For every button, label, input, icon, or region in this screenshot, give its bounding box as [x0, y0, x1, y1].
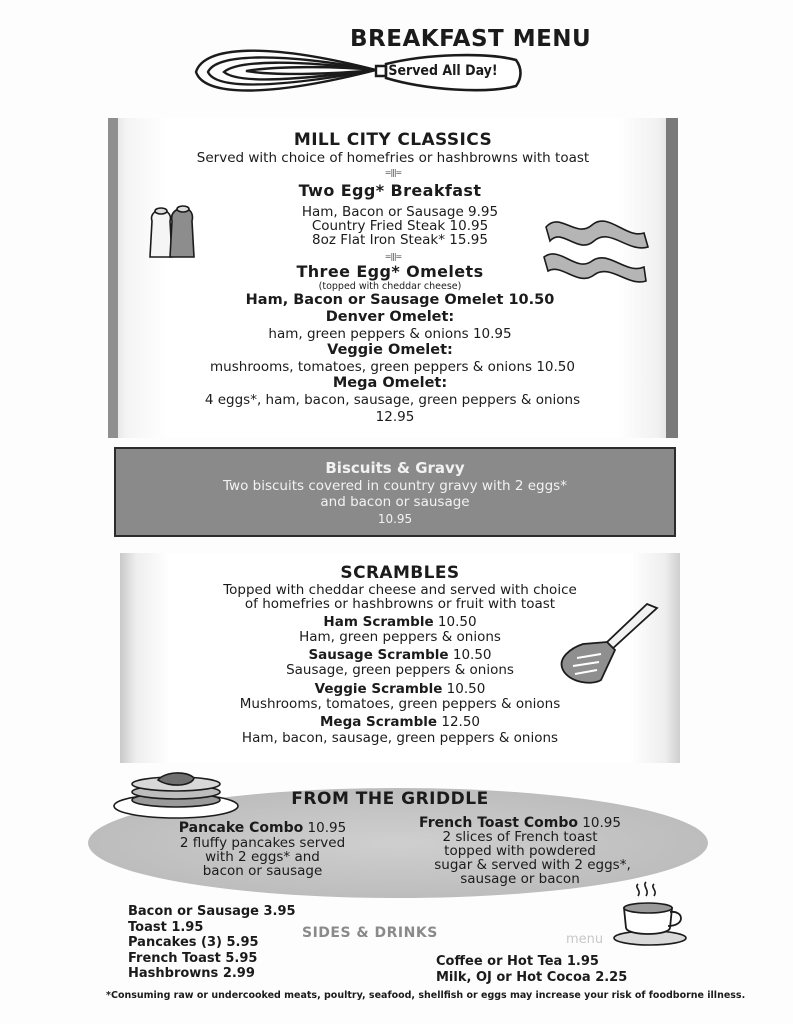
menu-item-title: Veggie Omelet:: [327, 342, 453, 358]
pancake-combo-desc: 2 fluffy pancakes served: [179, 835, 346, 851]
scramble-price: 10.50: [446, 681, 486, 697]
pancake-combo-price: 10.95: [307, 820, 347, 836]
sides-list-left: [128, 904, 296, 982]
two-egg-title: Two Egg* Breakfast: [298, 181, 482, 200]
scramble-price: 12.50: [441, 714, 481, 730]
scramble-desc: Sausage, green peppers & onions: [286, 662, 514, 678]
menu-item: Ham, Bacon or Sausage 9.95: [301, 204, 499, 220]
scramble-desc: Ham, bacon, sausage, green peppers & onions: [241, 730, 559, 746]
spatula-icon: [555, 598, 665, 690]
french-toast-combo-price: 10.95: [582, 815, 621, 831]
menu-item-price: 12.95: [375, 409, 415, 425]
french-toast-combo-name: French Toast Combo: [419, 815, 578, 831]
classics-subtitle: Served with choice of homefries or hashbrowns with toast: [196, 150, 590, 166]
drink-item: Coffee or Hot Tea 1.95: [436, 954, 599, 969]
menu-item-title: Mega Omelet:: [332, 375, 448, 391]
page-title: BREAKFAST MENU: [350, 26, 592, 52]
biscuits-price: 10.95: [377, 512, 413, 526]
served-all-day-label: Served All Day!: [388, 63, 498, 79]
scramble-price: 10.50: [452, 647, 492, 663]
classics-title: MILL CITY CLASSICS: [293, 130, 493, 150]
menu-item-title: Denver Omelet:: [325, 309, 455, 325]
sides-title: SIDES & DRINKS: [302, 925, 438, 941]
coffee-cup-icon: [606, 880, 690, 950]
pancake-stack-icon: [110, 770, 242, 820]
scramble-item: [120, 714, 680, 730]
drink-item: Milk, OJ or Hot Cocoa 2.25: [436, 969, 628, 985]
biscuits-title: Biscuits & Gravy: [325, 459, 465, 477]
separator: =|||=: [384, 168, 402, 177]
scrambles-subtitle: Topped with cheddar cheese and served with choice: [223, 582, 577, 598]
side-item: Pancakes (3) 5.95: [128, 935, 259, 950]
menu-item-desc: ham, green peppers & onions 10.95: [268, 326, 512, 342]
scramble-name: Mega Scramble: [319, 714, 438, 730]
side-item: Toast 1.95: [128, 919, 204, 935]
biscuits-desc: Two biscuits covered in country gravy with 2 eggs*: [223, 478, 567, 494]
scramble-name: Veggie Scramble: [314, 681, 443, 697]
scramble-desc: Mushrooms, tomatoes, green peppers & onions: [239, 696, 561, 712]
watermark: menu: [566, 932, 604, 947]
side-item: Hashbrowns 2.99: [128, 966, 255, 981]
pancake-combo-desc: with 2 eggs* and: [205, 849, 320, 865]
scramble-name: Ham Scramble: [323, 614, 434, 630]
scramble-price: 10.50: [437, 614, 477, 630]
footnote: *Consuming raw or undercooked meats, poultry, seafood, shellfish or eggs may increase your risk of foodborne illness.: [106, 990, 746, 1001]
french-toast-combo-desc: topped with powdered: [444, 843, 596, 859]
pancake-combo-desc: bacon or sausage: [202, 863, 323, 879]
omelets-title: Three Egg* Omelets: [296, 262, 484, 281]
menu-item-desc: mushrooms, tomatoes, green peppers & onions 10.50: [210, 359, 575, 375]
menu-item: Ham, Bacon or Sausage Omelet 10.50: [245, 292, 555, 308]
salt-pepper-icon: [146, 205, 198, 263]
menu-item-desc: 4 eggs*, ham, bacon, sausage, green peppers & onions: [204, 392, 581, 408]
menu-item: Country Fried Steak 10.95: [311, 218, 489, 234]
scrambles-title: SCRAMBLES: [340, 563, 460, 583]
french-toast-combo-desc: 2 slices of French toast: [442, 829, 598, 845]
separator: =|||=: [384, 252, 402, 261]
drinks-list: [436, 954, 627, 985]
pancake-combo-name: Pancake Combo: [178, 820, 304, 836]
biscuits-desc: and bacon or sausage: [320, 494, 470, 510]
french-toast-combo-desc: sugar & served with 2 eggs*,: [434, 857, 631, 873]
omelets-note: (topped with cheddar cheese): [318, 281, 462, 292]
pancake-combo: [140, 820, 385, 836]
french-toast-combo-desc: sausage or bacon: [460, 871, 580, 887]
side-item: French Toast 5.95: [128, 950, 258, 966]
scramble-name: Sausage Scramble: [308, 647, 449, 663]
menu-item: 8oz Flat Iron Steak* 15.95: [312, 232, 488, 248]
scramble-desc: Ham, green peppers & onions: [299, 629, 501, 645]
scrambles-subtitle: of homefries or hashbrowns or fruit with toast: [244, 596, 556, 612]
griddle-title: FROM THE GRIDDLE: [291, 789, 489, 809]
side-item: Bacon or Sausage 3.95: [128, 904, 296, 919]
